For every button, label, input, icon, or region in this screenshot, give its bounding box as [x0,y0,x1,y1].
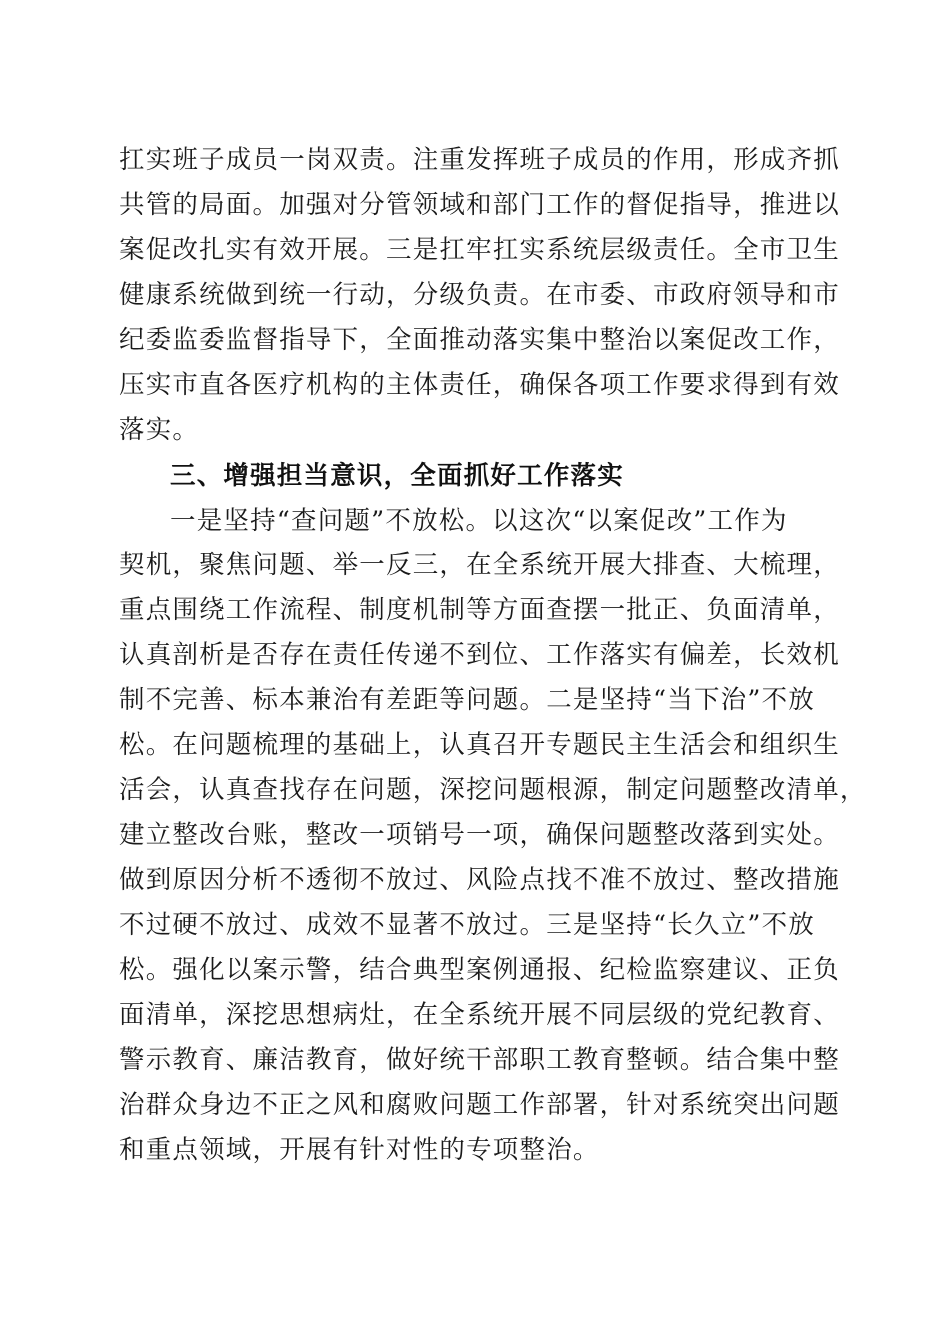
body-text-line: 建立整改台账，整改一项销号一项，确保问题整改落到实处。 [119,820,840,850]
body-text-line: 落实。 [119,415,200,445]
body-text-line: 松。强化以案示警，结合典型案例通报、纪检监察建议、正负 [119,955,840,985]
body-text-line: 共管的局面。加强对分管领域和部门工作的督促指导，推进以 [119,190,840,220]
body-text-line: 治群众身边不正之风和腐败问题工作部署，针对系统突出问题 [119,1090,840,1120]
body-text-line: 认真剖析是否存在责任传递不到位、工作落实有偏差，长效机 [119,640,840,670]
body-text-line: 和重点领域，开展有针对性的专项整治。 [119,1135,600,1165]
body-text-line: 活会，认真查找存在问题，深挖问题根源，制定问题整改清单， [119,775,867,805]
body-text-line: 面清单，深挖思想病灶，在全系统开展不同层级的党纪教育、 [119,1000,840,1030]
section-heading: 三、增强担当意识，全面抓好工作落实 [170,461,624,491]
body-text-line: 契机，聚焦问题、举一反三，在全系统开展大排查、大梳理， [119,550,840,580]
paragraph-first-line: 一是坚持“查问题”不放松。以这次“以案促改”工作为 [170,506,788,536]
body-text-line: 压实市直各医疗机构的主体责任，确保各项工作要求得到有效 [119,370,840,400]
body-text-line: 警示教育、廉洁教育，做好统干部职工教育整顿。结合集中整 [119,1045,840,1075]
body-text-line: 制不完善、标本兼治有差距等问题。二是坚持“当下治”不放 [119,685,815,715]
body-text-line: 松。在问题梳理的基础上，认真召开专题民主生活会和组织生 [119,730,840,760]
body-text-line: 案促改扎实有效开展。三是扛牢扛实系统层级责任。全市卫生 [119,235,840,265]
body-text-line: 纪委监委监督指导下，全面推动落实集中整治以案促改工作， [119,325,840,355]
body-text-line: 做到原因分析不透彻不放过、风险点找不准不放过、整改措施 [119,865,840,895]
body-text-line: 重点围绕工作流程、制度机制等方面查摆一批正、负面清单， [119,595,840,625]
body-text-line: 不过硬不放过、成效不显著不放过。三是坚持“长久立”不放 [119,910,815,940]
body-text-line: 扛实班子成员一岗双责。注重发挥班子成员的作用，形成齐抓 [119,145,840,175]
body-text-line: 健康系统做到统一行动，分级负责。在市委、市政府领导和市 [119,280,840,310]
